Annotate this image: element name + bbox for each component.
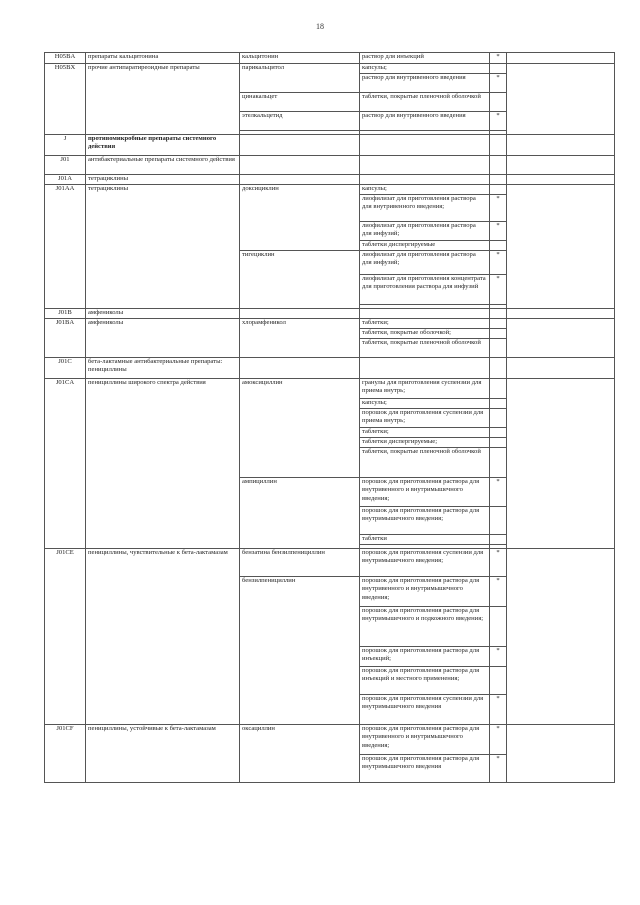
mark-cell (490, 409, 507, 428)
mark-cell (490, 399, 507, 409)
code-cell: J01A (45, 175, 86, 185)
form-cell: таблетки диспергируемые; (360, 438, 490, 448)
mark-cell: * (490, 695, 507, 725)
mark-cell (490, 339, 507, 358)
empty-cell (507, 64, 615, 135)
name-cell: оксациллин (240, 725, 360, 783)
empty-cell (360, 309, 490, 319)
name-cell: амоксициллин (240, 379, 360, 478)
group-cell: амфениколы (86, 319, 240, 358)
mark-cell: * (490, 222, 507, 241)
mark-cell (490, 93, 507, 112)
form-cell: лиофилизат для приготовления раствора для инфузий; (360, 222, 490, 241)
mark-cell: * (490, 725, 507, 755)
name-cell: кальцитонин (240, 53, 360, 64)
table-row (45, 175, 615, 185)
table-row (45, 379, 615, 399)
mark-cell (490, 438, 507, 448)
mark-cell: * (490, 275, 507, 305)
table-row (45, 156, 615, 175)
form-cell: порошок для приготовления раствора для внутримышечного и подкожного введения; (360, 607, 490, 647)
empty-cell (240, 135, 360, 156)
table-row (45, 309, 615, 319)
code-cell: J01 (45, 156, 86, 175)
form-cell: капсулы; (360, 185, 490, 195)
empty-cell (507, 175, 615, 185)
form-cell: порошок для приготовления суспензии для внутримышечного введения; (360, 549, 490, 577)
form-cell: лиофилизат для приготовления раствора для инфузий; (360, 251, 490, 275)
group-cell: препараты кальцитонина (86, 53, 240, 64)
empty-cell (507, 156, 615, 175)
table-row (45, 358, 615, 379)
group-cell: пенициллины, устойчивые к бета-лактамазам (86, 725, 240, 783)
group-cell: амфениколы (86, 309, 240, 319)
mark-cell (490, 185, 507, 195)
empty-cell (240, 156, 360, 175)
empty-cell (360, 135, 490, 156)
name-cell: бензатина бензилпенициллин (240, 549, 360, 577)
code-cell: J01CE (45, 549, 86, 725)
form-cell: таблетки, покрытые пленочной оболочкой (360, 339, 490, 358)
table-row (45, 64, 615, 74)
form-cell: порошок для приготовления раствора для внутривенного и внутримышечного введения; (360, 577, 490, 607)
empty-cell (240, 309, 360, 319)
code-cell: J01B (45, 309, 86, 319)
drug-table (44, 52, 615, 783)
group-cell: пенициллины, чувствительные к бета-лактамазам (86, 549, 240, 725)
mark-cell (490, 329, 507, 339)
page-number: 18 (316, 22, 324, 31)
group-cell: бета-лактамные антибактериальные препараты: пенициллины (86, 358, 240, 379)
empty-cell (360, 358, 490, 379)
empty-cell (490, 175, 507, 185)
mark-cell (490, 379, 507, 399)
mark-cell: * (490, 647, 507, 667)
form-cell: порошок для приготовления раствора для внутривенного и внутримышечного введения; (360, 725, 490, 755)
empty-cell (507, 185, 615, 309)
empty-cell (490, 358, 507, 379)
code-cell: J (45, 135, 86, 156)
form-cell: порошок для приготовления раствора для инъекций и местного применения; (360, 667, 490, 695)
code-cell: J01AA (45, 185, 86, 309)
name-cell: тигециклин (240, 251, 360, 309)
table-row (45, 319, 615, 329)
table-row (45, 135, 615, 156)
empty-cell (240, 175, 360, 185)
mark-cell: * (490, 251, 507, 275)
code-cell: J01CF (45, 725, 86, 783)
name-cell: этелкальцетид (240, 112, 360, 131)
name-cell: парикальцитол (240, 64, 360, 93)
form-cell: капсулы; (360, 399, 490, 409)
mark-cell (490, 64, 507, 74)
group-cell: противомикробные препараты системного действия (86, 135, 240, 156)
code-cell: J01C (45, 358, 86, 379)
code-cell: J01CA (45, 379, 86, 549)
empty-cell (240, 358, 360, 379)
code-cell: H05BX (45, 64, 86, 135)
form-cell: таблетки; (360, 319, 490, 329)
form-cell: лиофилизат для приготовления раствора для внутривенного введения; (360, 195, 490, 222)
form-cell: порошок для приготовления раствора для внутримышечного введения; (360, 507, 490, 535)
form-cell: порошок для приготовления суспензии для внутримышечного введения (360, 695, 490, 725)
empty-cell (507, 725, 615, 783)
table-row (45, 725, 615, 755)
empty-cell (490, 135, 507, 156)
empty-cell (507, 379, 615, 549)
mark-cell: * (490, 53, 507, 64)
empty-cell (490, 156, 507, 175)
mark-cell: * (490, 577, 507, 607)
mark-cell (490, 507, 507, 535)
form-cell: таблетки, покрытые пленочной оболочкой (360, 448, 490, 478)
form-cell: раствор для внутривенного введения (360, 112, 490, 131)
empty-cell (507, 358, 615, 379)
mark-cell: * (490, 74, 507, 93)
mark-cell (490, 448, 507, 478)
form-cell: порошок для приготовления раствора для внутривенного и внутримышечного введения; (360, 478, 490, 507)
group-cell: тетрациклины (86, 185, 240, 309)
empty-cell (507, 309, 615, 319)
form-cell: раствор для внутривенного введения (360, 74, 490, 93)
mark-cell: * (490, 755, 507, 783)
form-cell: таблетки, покрытые оболочкой; (360, 329, 490, 339)
mark-cell (490, 241, 507, 251)
code-cell: H05BA (45, 53, 86, 64)
empty-cell (507, 135, 615, 156)
empty-cell (490, 309, 507, 319)
mark-cell (490, 535, 507, 545)
code-cell: J01BA (45, 319, 86, 358)
group-cell: пенициллины широкого спектра действия (86, 379, 240, 549)
group-cell: тетрациклины (86, 175, 240, 185)
table-row (45, 53, 615, 64)
name-cell: доксициклин (240, 185, 360, 251)
form-cell: порошок для приготовления раствора для инъекций; (360, 647, 490, 667)
form-cell: таблетки (360, 535, 490, 545)
name-cell: цинакальцет (240, 93, 360, 112)
form-cell: капсулы; (360, 64, 490, 74)
empty-cell (360, 156, 490, 175)
mark-cell (490, 428, 507, 438)
form-cell: таблетки диспергируемые (360, 241, 490, 251)
form-cell: таблетки; (360, 428, 490, 438)
group-cell: прочие антипаратиреоидные препараты (86, 64, 240, 135)
table-row (45, 185, 615, 195)
form-cell: раствор для инъекций (360, 53, 490, 64)
name-cell: бензилпенициллин (240, 577, 360, 725)
mark-cell (490, 667, 507, 695)
name-cell: ампициллин (240, 478, 360, 549)
empty-cell (507, 53, 615, 64)
table-row (45, 549, 615, 577)
form-cell: порошок для приготовления суспензии для приема внутрь; (360, 409, 490, 428)
group-cell: антибактериальные препараты системного действия (86, 156, 240, 175)
empty-cell (507, 319, 615, 358)
mark-cell: * (490, 478, 507, 507)
mark-cell (490, 607, 507, 647)
mark-cell: * (490, 195, 507, 222)
form-cell: лиофилизат для приготовления концентрата для приготовления раствора для инфузий (360, 275, 490, 305)
mark-cell (490, 319, 507, 329)
form-cell: гранулы для приготовления суспензии для приема внутрь; (360, 379, 490, 399)
empty-cell (507, 549, 615, 725)
form-cell: порошок для приготовления раствора для внутримышечного введения (360, 755, 490, 783)
name-cell: хлорамфеникол (240, 319, 360, 358)
mark-cell: * (490, 112, 507, 131)
form-cell: таблетки, покрытые пленочной оболочкой (360, 93, 490, 112)
mark-cell: * (490, 549, 507, 577)
empty-cell (360, 175, 490, 185)
